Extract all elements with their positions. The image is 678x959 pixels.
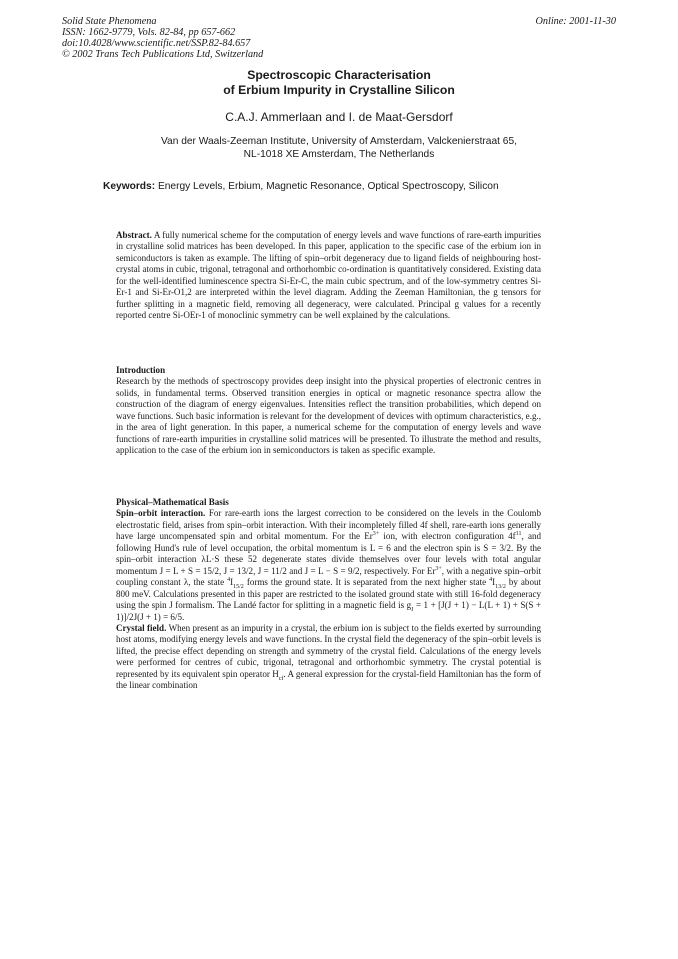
abstract-label: Abstract. <box>116 230 152 240</box>
state-next: I <box>492 577 496 588</box>
cf-text-a: When present as an impurity in a crystal, the erbium ion is subject to the fields exerted by surrounding host atoms, modifying energy levels and wave functions. In the crystal field the degeneracy of the spin–orbit levels is lifted, the precise effect depending on strength and symmetry of the crystal field. Calculations of the energy levels were performed for centres of cubic, trigonal, tetragonal and orthorhombic symmetry. The crystal potential is represented by its equivalent spin operator H <box>116 622 541 679</box>
spin-text-f: by about 800 meV. Calculations presented in this paper are restricted to the isolated ground state with still 16-fold degeneracy using the spin J formalism. The Landé factor for splitting in a magnetic field is g <box>116 577 542 611</box>
keywords-text: Energy Levels, Erbium, Magnetic Resonance, Optical Spectroscopy, Silicon <box>157 181 499 192</box>
introduction-section <box>116 365 541 457</box>
doi-line: doi:10.4028/www.scientific.net/SSP.82-84.657 <box>62 38 251 49</box>
affiliation <box>0 136 678 161</box>
basis-heading: Physical–Mathematical Basis <box>116 497 229 507</box>
journal-name: Solid State Phenomena <box>62 16 157 27</box>
affiliation-line-1: Van der Waals-Zeeman Institute, University of Amsterdam, Valckenierstraat 65, <box>161 136 517 147</box>
spin-text-d: , with a negative spin–orbit coupling constant λ, the state <box>116 565 541 588</box>
cf-text-b: . A general expression for the crystal-field Hamiltonian has the form of the linear combination <box>116 668 541 691</box>
keywords-label: Keywords: <box>103 181 156 192</box>
spin-text-b: ion, with electron configuration 4f <box>379 531 516 542</box>
sub-15-2: 15/2 <box>233 583 244 590</box>
spin-text-c: , and following Hund's rule of level occupation, the orbital momentum is L = 6 and the electron spin is S = 3/2. By the spin–orbit interaction λL·S these 52 degenerate states divide themselves over four levels with total angular momentum J = L + S = 15/2, J = 13/2, J = 11/2 and J = L − S = 9/2, respectively. For Er <box>116 531 542 576</box>
abstract-text: A fully numerical scheme for the computation of energy levels and wave functions of rare-earth impurities in crystalline solid matrices has been developed. In this paper, application to the specific case of the erbium ion in semiconductors is taken as example. The lifting of spin–orbit degeneracy due to ligand fields of neighbouring host-crystal atoms in cubic, trigonal, tetragonal and orthorhombic co-ordination is quantitatively considered. Existing data for the well-identified luminescence spectra Si-Er-C, the main cubic spectrum, and of the low-symmetry centres Si-Er-1 and Si-Er-O1,2 are interpreted within the level diagram. Adding the Zeeman Hamiltonian, the g tensors for further splitting in a magnetic field, removing all degeneracy, were calculated. Principal g values for a recently reported centre Si-OEr-1 of monoclinic symmetry can be well explained by the calculations. <box>116 230 542 321</box>
abstract-section <box>116 230 541 322</box>
sup-11: 11 <box>515 531 522 538</box>
paper-title <box>0 68 678 98</box>
spin-text-e: forms the ground state. It is separated from the next higher state <box>243 577 490 588</box>
title-line-2: of Erbium Impurity in Crystalline Silicon <box>223 83 455 97</box>
introduction-text: Research by the methods of spectroscopy provides deep insight into the physical properties of electronic centres in solids, in fundamental terms. Observed transition energies in optical or magnetic resonance spectra allow the construction of the diagram of energy eigenvalues. Intensities reflect the transition probabilities, which depend on wave functions. Such basic information is relevant for the development of devices with optimum characteristics, e.g., in the area of light generation. In this paper, a numerical scheme for the computation of energy levels and wave functions of rare-earth impurities in crystalline solid matrices will be presented. To illustrate the method and results, application to the case of the erbium ion in semiconductors is taken as specific example. <box>116 376 541 456</box>
spin-orbit-label: Spin–orbit interaction. <box>116 508 206 519</box>
sub-j: J <box>411 606 414 613</box>
crystal-field-paragraph <box>116 623 541 692</box>
crystal-field-label: Crystal field. <box>116 622 167 633</box>
title-line-1: Spectroscopic Characterisation <box>247 68 431 82</box>
sup-3plus-b: 3+ <box>435 565 442 572</box>
authors: C.A.J. Ammerlaan and I. de Maat-Gersdorf <box>225 110 453 124</box>
sub-cf: cf <box>278 675 284 682</box>
basis-section <box>116 497 541 692</box>
online-date: Online: 2001-11-30 <box>535 16 616 27</box>
state-ground: I <box>230 577 234 588</box>
sub-13-2: 13/2 <box>495 583 506 590</box>
introduction-heading: Introduction <box>116 365 166 375</box>
sup-3plus-a: 3+ <box>372 531 380 538</box>
issn-line: ISSN: 1662-9779, Vols. 82-84, pp 657-662 <box>62 27 236 38</box>
journal-header <box>62 16 263 60</box>
keywords <box>103 181 623 192</box>
spin-text-g: = 1 + [J(J + 1) − L(L + 1) + S(S + 1)]/2J(J + 1) = 6/5. <box>116 600 541 622</box>
affiliation-line-2: NL-1018 XE Amsterdam, The Netherlands <box>243 148 435 160</box>
copyright-line: © 2002 Trans Tech Publications Ltd, Switzerland <box>62 49 264 60</box>
sup-4-b: 4 <box>489 577 493 584</box>
spin-text-a: For rare-earth ions the largest correction to be considered on the levels in the Coulomb electrostatic field, arises from spin–orbit interaction. With their incompletely filled 4f shell, rare-earth ions generally have large uncompensated spin and orbital momentum. For the Er <box>116 508 541 542</box>
spin-orbit-paragraph <box>116 508 541 623</box>
sup-4-a: 4 <box>227 577 231 584</box>
